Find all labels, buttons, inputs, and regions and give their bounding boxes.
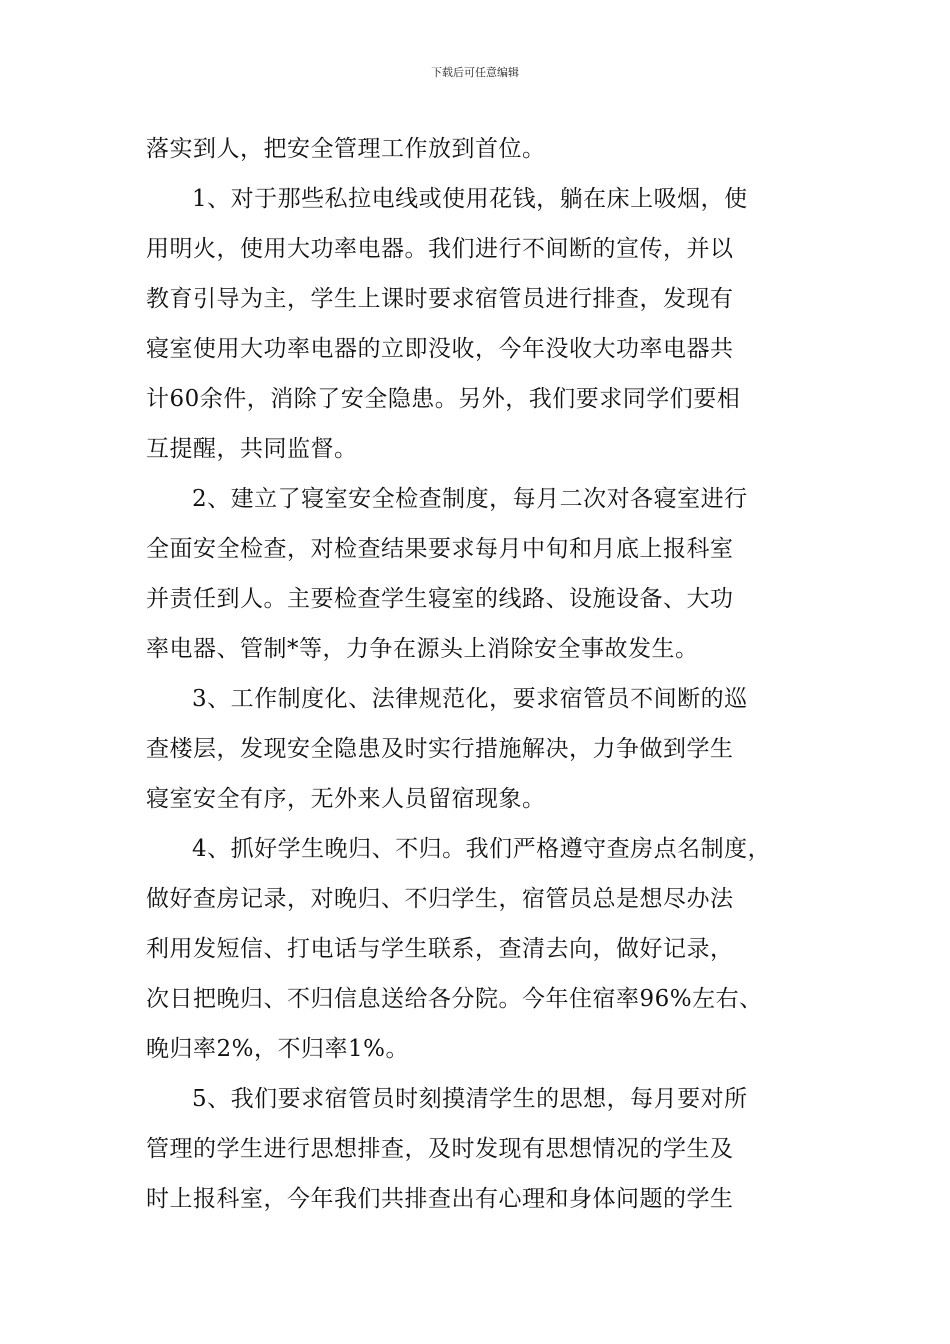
page-header-note: 下载后可任意编辑	[431, 66, 519, 79]
paragraph-1-line-1: 用明火，使用大功率电器。我们进行不间断的宣传，并以	[146, 236, 734, 262]
paragraph-2-line-2: 并责任到人。主要检查学生寝室的线路、设施设备、大功	[146, 586, 734, 612]
paragraph-2-line-0: 2、建立了寝室安全检查制度，每月二次对各寝室进行	[192, 486, 748, 512]
paragraph-3-line-1: 查楼层，发现安全隐患及时实行措施解决，力争做到学生	[146, 736, 734, 762]
paragraph-4-line-3: 次日把晚归、不归信息送给各分院。今年住宿率96%左右、	[146, 986, 763, 1012]
paragraph-4-line-0: 4、抓好学生晚归、不归。我们严格遵守查房点名制度，	[192, 836, 772, 862]
paragraph-0-line-0: 落实到人，把安全管理工作放到首位。	[146, 136, 546, 162]
paragraph-1-line-0: 1、对于那些私拉电线或使用花钱，躺在床上吸烟，使	[192, 186, 748, 212]
paragraph-1-line-4: 计60余件，消除了安全隐患。另外，我们要求同学们要相	[146, 386, 741, 412]
paragraph-3-line-0: 3、工作制度化、法律规范化，要求宿管员不间断的巡	[192, 686, 748, 712]
document-body	[146, 124, 816, 1224]
paragraph-4-line-4: 晚归率2%，不归率1%。	[146, 1036, 409, 1062]
paragraph-4-line-1: 做好查房记录，对晚归、不归学生，宿管员总是想尽办法	[146, 886, 734, 912]
paragraph-1-line-5: 互提醒，共同监督。	[146, 436, 358, 462]
paragraph-2-line-1: 全面安全检查，对检查结果要求每月中旬和月底上报科室	[146, 536, 734, 562]
paragraph-3-line-2: 寝室安全有序，无外来人员留宿现象。	[146, 786, 546, 812]
paragraph-1-line-2: 教育引导为主，学生上课时要求宿管员进行排查，发现有	[146, 286, 734, 312]
paragraph-1-line-3: 寝室使用大功率电器的立即没收，今年没收大功率电器共	[146, 336, 734, 362]
paragraph-4-line-2: 利用发短信、打电话与学生联系，查清去向，做好记录，	[146, 936, 734, 962]
paragraph-2-line-3: 率电器、管制*等，力争在源头上消除安全事故发生。	[146, 636, 699, 662]
paragraph-5-line-2: 时上报科室，今年我们共排查出有心理和身体问题的学生	[146, 1186, 734, 1212]
paragraph-5-line-0: 5、我们要求宿管员时刻摸清学生的思想，每月要对所	[192, 1086, 748, 1112]
paragraph-5-line-1: 管理的学生进行思想排查，及时发现有思想情况的学生及	[146, 1136, 734, 1162]
